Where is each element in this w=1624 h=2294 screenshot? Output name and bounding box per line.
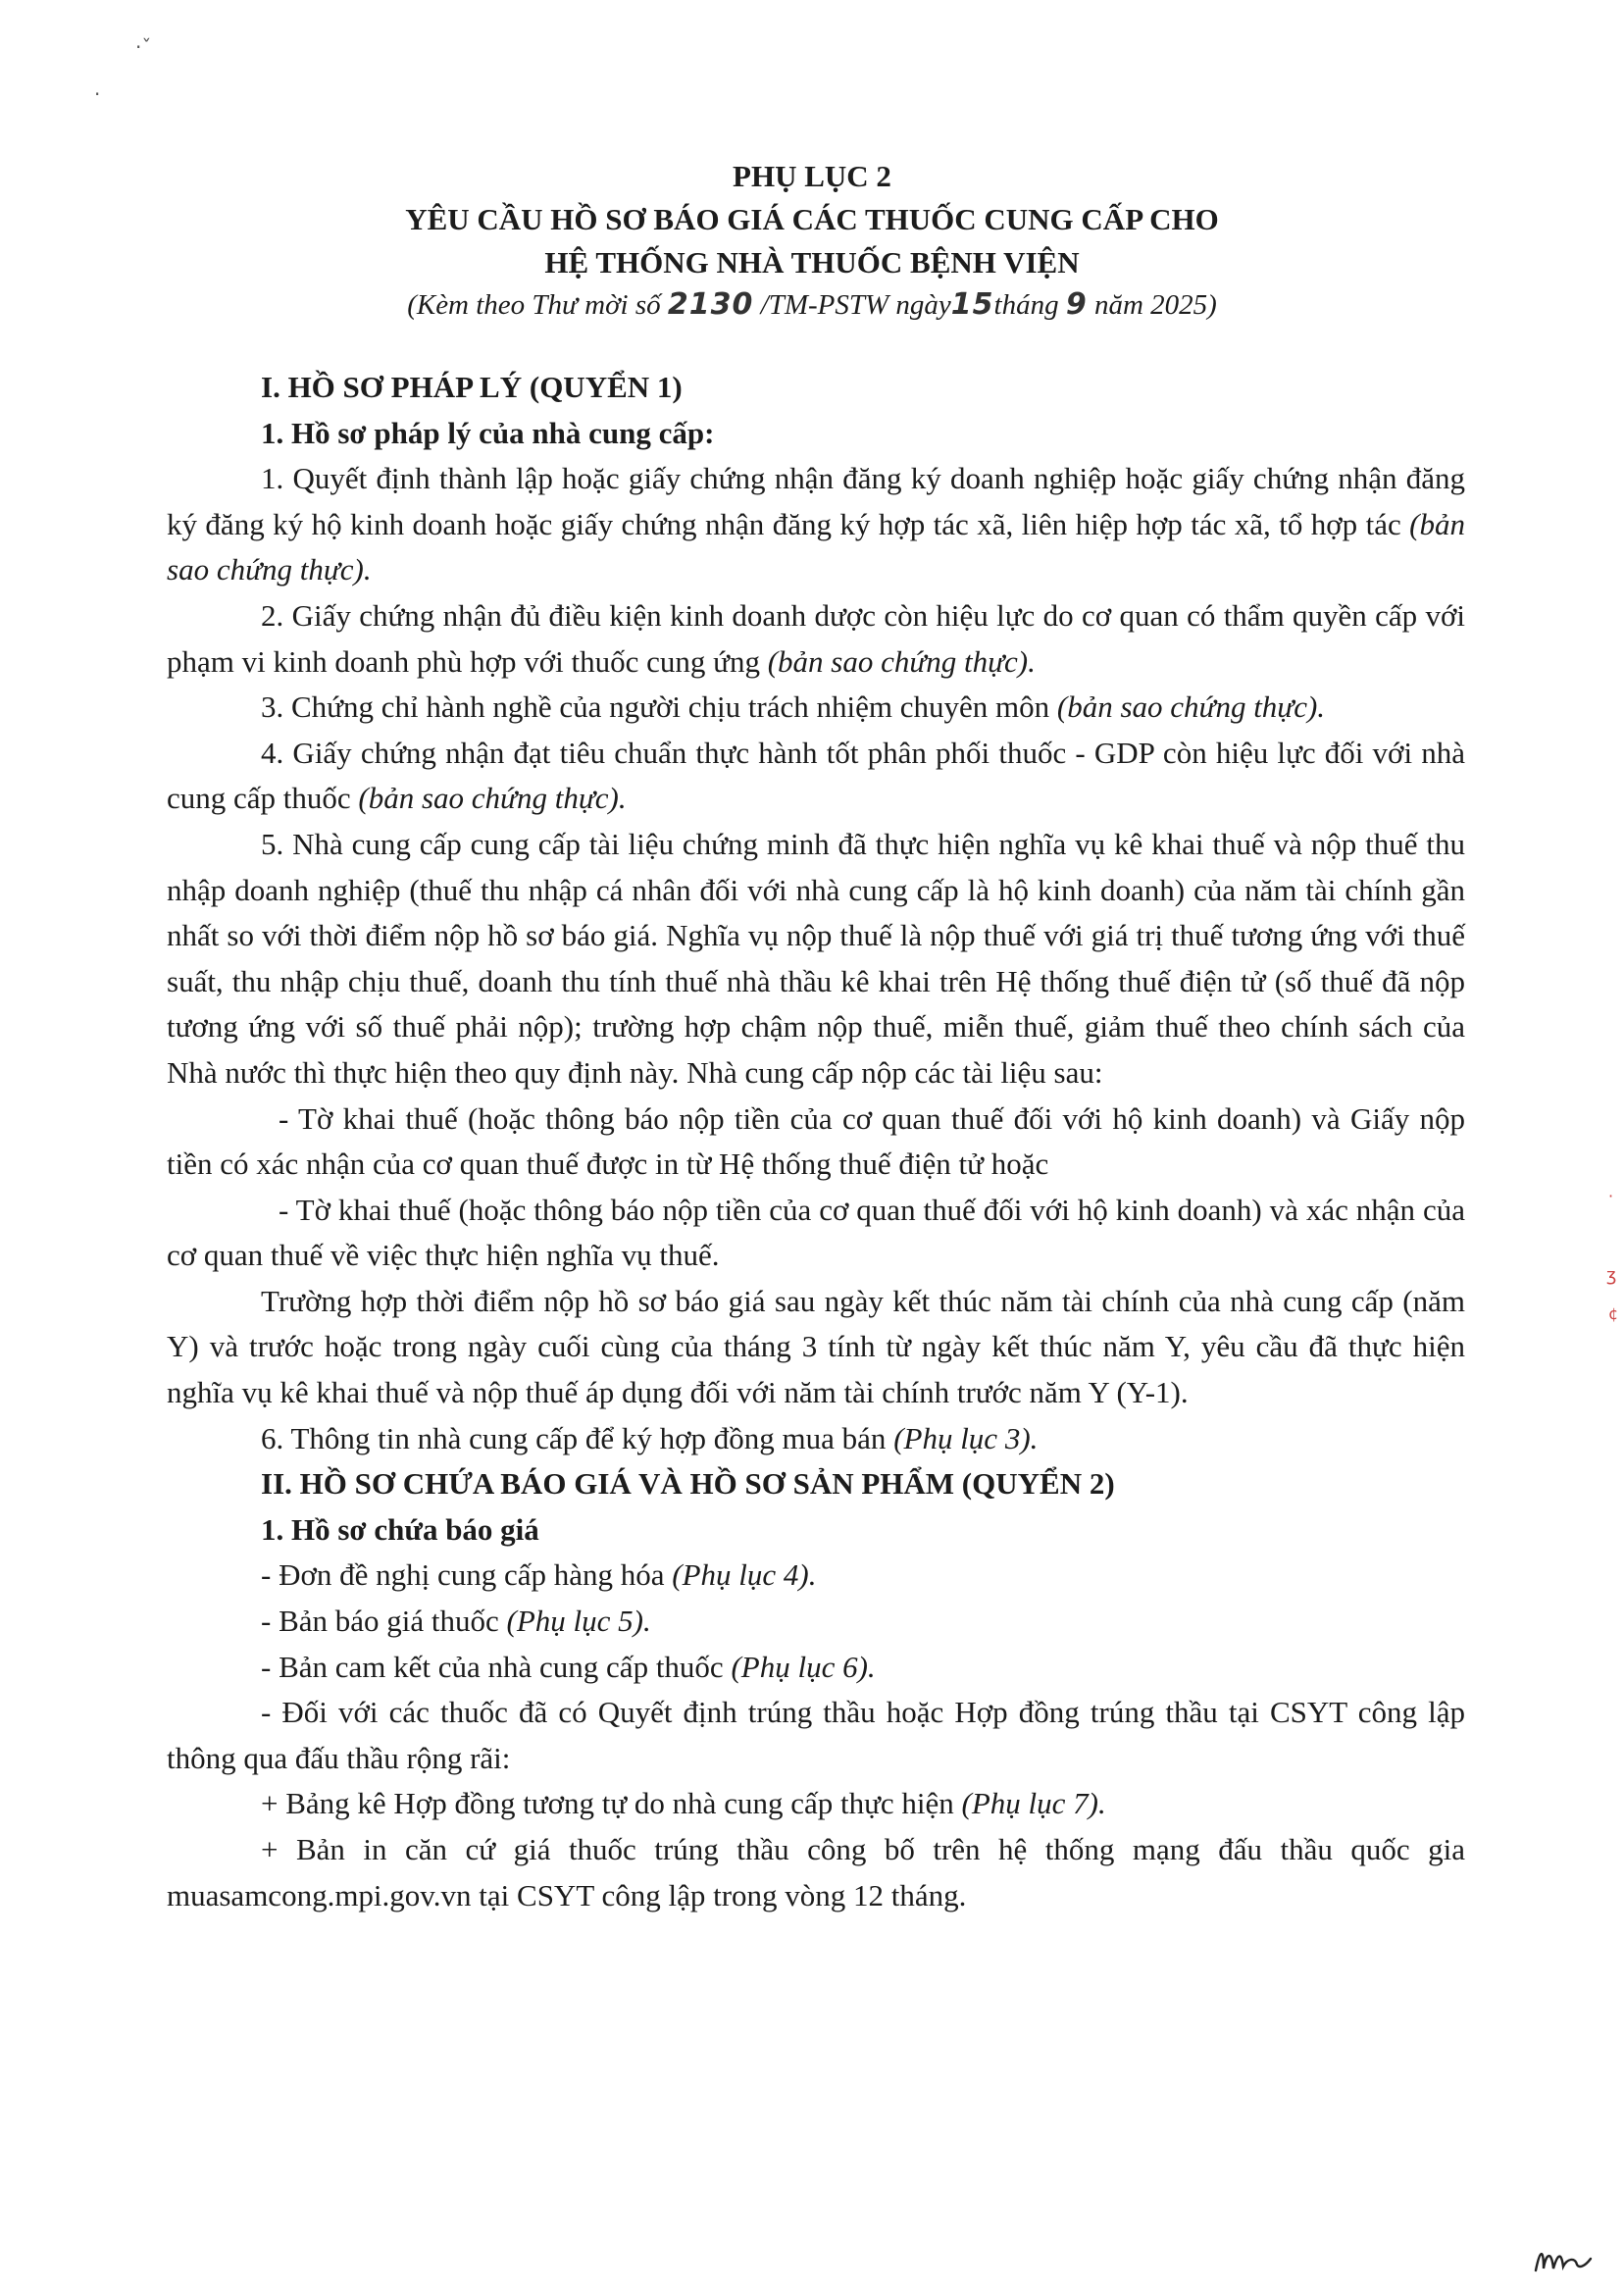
initials-signature [1532,2241,1600,2280]
handwritten-letter-number: 2130 [667,287,754,322]
list-text: + Bảng kê Hợp đồng tương tự do nhà cung cấp thực hiện [261,1786,962,1821]
paragraph-text: 4. Giấy chứng nhận đạt tiêu chuẩn thực hành tốt phân phối thuốc - GDP còn hiệu lực đối với nhà cung cấp thuốc [167,735,1465,816]
section-2-subheading: 1. Hồ sơ chứa báo giá [261,1511,539,1547]
paragraph-emphasis: (bản sao chứng thực). [767,643,1036,679]
list-text: - Bản cam kết của nhà cung cấp thuốc [261,1649,732,1684]
list-text: - Đơn đề nghị cung cấp hàng hóa [261,1557,673,1593]
list-dash-item [261,1645,1465,1691]
section-1-subheading: 1. Hồ sơ pháp lý của nhà cung cấp: [261,415,715,450]
reference-text: (Kèm theo Thư mời số [407,289,668,321]
margin-mark: ʒ [1606,1265,1617,1286]
reference-text: /TM-PSTW ngày [753,289,951,321]
paragraph-emphasis: (bản sao chứng thực). [358,781,627,816]
paragraph-text: 6. Thông tin nhà cung cấp để ký hợp đồng mua bán [261,1420,894,1455]
paragraph-text: 2. Giấy chứng nhận đủ điều kiện kinh doanh dược còn hiệu lực do cơ quan có thẩm quyền cấp với phạm vi kinh doanh phù hợp với thuốc cung ứng [167,597,1465,679]
list-emphasis: (Phụ lục 4). [672,1557,817,1593]
paragraph-dash-2: - Tờ khai thuế (hoặc thông báo nộp tiền của cơ quan thuế đối với hộ kinh doanh) và xác nhận của cơ quan thuế về việc thực hiện nghĩa vụ thuế. [167,1192,1465,1273]
list-plus-item [261,1781,1465,1827]
document-body [167,365,1465,1918]
scan-mark: ·ˇ [135,35,152,59]
margin-mark: · [1608,1187,1614,1205]
list-emphasis: (Phụ lục 6). [731,1649,876,1684]
paragraph-emphasis: (Phụ lục 3). [893,1420,1039,1455]
list-dash-item [261,1599,1465,1645]
paragraph-text: 3. Chứng chỉ hành nghề của người chịu trách nhiệm chuyên môn [261,689,1057,725]
paragraph-note: Trường hợp thời điểm nộp hồ sơ báo giá sau ngày kết thúc năm tài chính của nhà cung cấp (năm Y) và trước hoặc trong ngày cuối cùng của tháng 3 tính từ ngày kết thúc năm Y, yêu cầu đã thực hiện nghĩa vụ kê khai thuế và nộp thuế áp dụng đối với năm tài chính trước năm Y (Y-1). [167,1283,1465,1410]
appendix-number: PHỤ LỤC 2 [733,159,891,193]
paragraph-emphasis: (bản sao chứng thực). [167,506,1465,587]
document-title-line-2: HỆ THỐNG NHÀ THUỐC BỆNH VIỆN [544,245,1080,280]
list-text: - Bản báo giá thuốc [261,1604,507,1639]
handwritten-day: 15 [950,287,994,322]
reference-text: năm 2025) [1087,289,1217,321]
paragraph-item-3 [167,685,1465,731]
document-title-line-1: YÊU CẦU HỒ SƠ BÁO GIÁ CÁC THUỐC CUNG CẤP CHO [405,202,1219,236]
reference-text: tháng [993,289,1066,321]
paragraph-item-1 [167,456,1465,593]
section-2-heading: II. HỒ SƠ CHỨA BÁO GIÁ VÀ HỒ SƠ SẢN PHẨM (QUYỂN 2) [261,1466,1115,1502]
paragraph-dash-1: - Tờ khai thuế (hoặc thông báo nộp tiền của cơ quan thuế đối với hộ kinh doanh) và Giấy nộp tiền có xác nhận của cơ quan thuế được in từ Hệ thống thuế điện tử hoặc [167,1100,1465,1182]
paragraph-item-6 [167,1416,1465,1462]
list-emphasis: (Phụ lục 5). [506,1604,651,1639]
list-emphasis: (Phụ lục 7). [961,1786,1106,1821]
paragraph-item-5: 5. Nhà cung cấp cung cấp tài liệu chứng minh đã thực hiện nghĩa vụ kê khai thuế và nộp thuế thu nhập doanh nghiệp (thuế thu nhập cá nhân đối với nhà cung cấp là hộ kinh doanh) của năm tài chính gần nhất so với thời điểm nộp hồ sơ báo giá. Nghĩa vụ nộp thuế là nộp thuế với giá trị thuế tương ứng với thuế suất, thu nhập chịu thuế, doanh thu tính thuế nhà thầu kê khai trên Hệ thống thuế điện tử (số thuế đã nộp tương ứng với số thuế phải nộp); trường hợp chậm nộp thuế, miễn thuế, giảm thuế theo chính sách của Nhà nước thì thực hiện theo quy định này. Nhà cung cấp nộp các tài liệu sau: [167,826,1465,1090]
paragraph-text: 1. Quyết định thành lập hoặc giấy chứng nhận đăng ký doanh nghiệp hoặc giấy chứng nhận đăng ký đăng ký hộ kinh doanh hoặc giấy chứng nhận đăng ký hợp tác xã, liên hiệp hợp tác xã, tổ hợp tác [167,461,1465,541]
list-dash-item [261,1553,1465,1599]
reference-line [0,284,1624,326]
list-dash-item: - Đối với các thuốc đã có Quyết định trúng thầu hoặc Hợp đồng trúng thầu tại CSYT công lập thông qua đấu thầu rộng rãi: [167,1695,1465,1775]
section-1-heading: I. HỒ SƠ PHÁP LÝ (QUYỂN 1) [261,370,683,404]
handwritten-month: 9 [1065,287,1088,322]
scan-mark: · [94,82,101,106]
margin-mark: ¢ [1608,1304,1619,1323]
paragraph-item-4 [167,731,1465,822]
paragraph-emphasis: (bản sao chứng thực). [1056,689,1326,725]
document-header [0,155,1624,326]
paragraph-item-2 [167,593,1465,685]
list-plus-item: + Bản in căn cứ giá thuốc trúng thầu công bố trên hệ thống mạng đấu thầu quốc gia muasamcong.mpi.gov.vn tại CSYT công lập trong vòng 12 tháng. [167,1832,1465,1912]
